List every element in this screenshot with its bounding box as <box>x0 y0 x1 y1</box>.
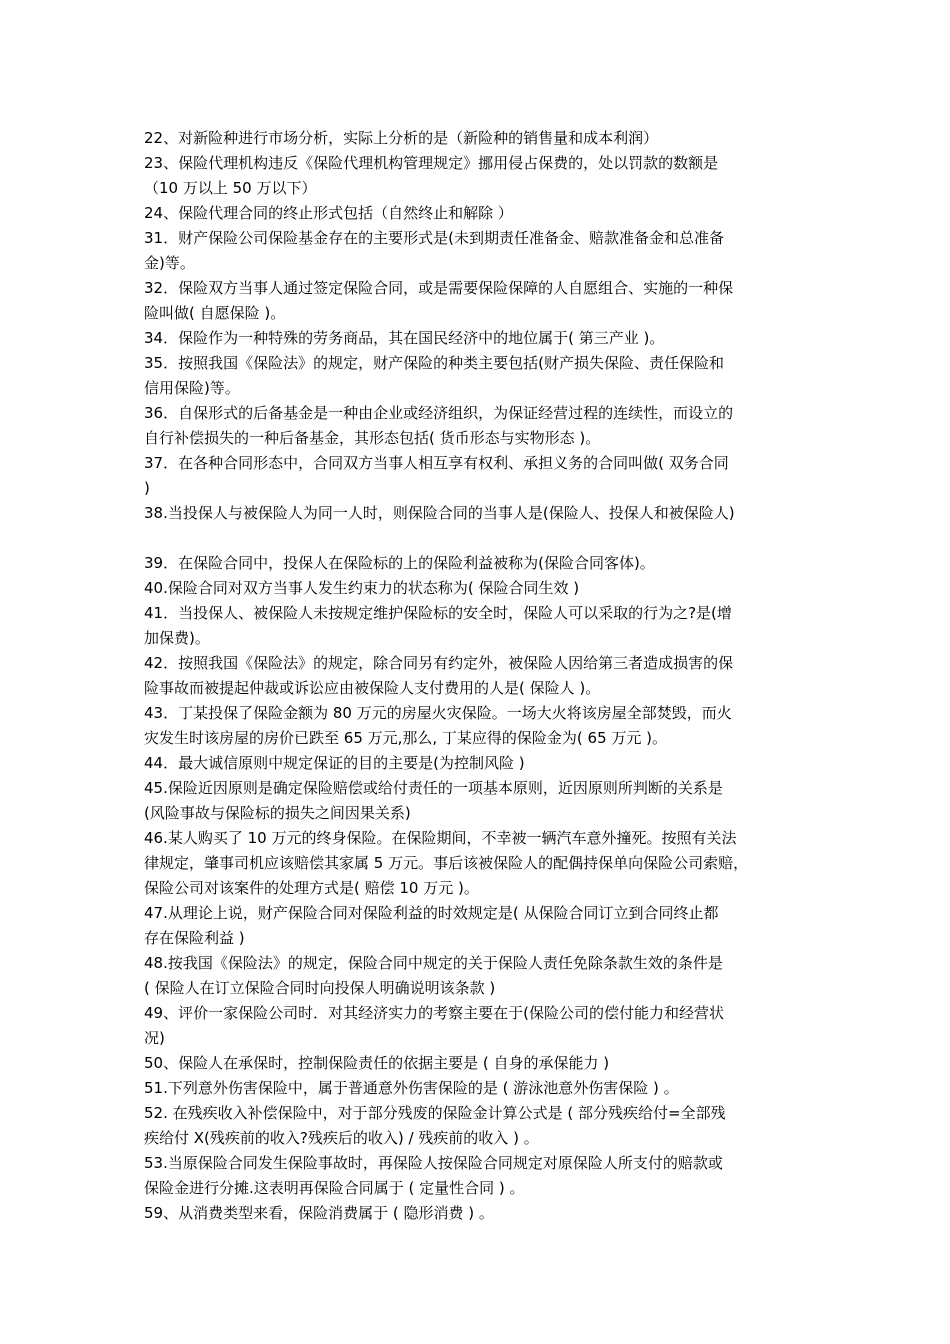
text-line: 43．丁某投保了保险金额为 80 万元的房屋火灾保险。一场大火将该房屋全部焚毁，而火 <box>144 704 732 722</box>
text-line: 39．在保险合同中，投保人在保险标的上的保险利益被称为(保险合同客体)。 <box>144 554 655 572</box>
text-line: 59、从消费类型来看，保险消费属于 ( 隐形消费 ) 。 <box>144 1204 494 1222</box>
text-line: 险事故而被提起仲裁或诉讼应由被保险人支付费用的人是( 保险人 )。 <box>144 679 601 697</box>
text-line: 疾给付 X(残疾前的收入?残疾后的收入) / 残疾前的收入 ) 。 <box>144 1129 539 1147</box>
text-line: 49、评价一家保险公司时．对其经济实力的考察主要在于(保险公司的偿付能力和经营状 <box>144 1004 724 1022</box>
text-line: 46.某人购买了 10 万元的终身保险。在保险期间，不幸被一辆汽车意外撞死。按照有关法 <box>144 829 737 847</box>
text-line: 32．保险双方当事人通过签定保险合同，或是需要保险保障的人自愿组合、实施的一种保 <box>144 279 734 297</box>
text-line: 金)等。 <box>144 254 195 272</box>
text-line: （10 万以上 50 万以下） <box>144 179 317 197</box>
text-line: ) <box>144 479 150 497</box>
blank-line <box>144 526 812 551</box>
text-line: 50、保险人在承保时，控制保险责任的依据主要是 ( 自身的承保能力 ) <box>144 1054 610 1072</box>
document-body <box>144 126 812 1226</box>
text-line: 险叫做( 自愿保险 )。 <box>144 304 286 322</box>
text-line: 35．按照我国《保险法》的规定，财产保险的种类主要包括(财产损失保险、责任保险和 <box>144 354 724 372</box>
text-line: 存在保险利益 ) <box>144 929 245 947</box>
text-line: 况) <box>144 1029 165 1047</box>
text-line: 42．按照我国《保险法》的规定，除合同另有约定外，被保险人因给第三者造成损害的保 <box>144 654 734 672</box>
text-line: 31．财产保险公司保险基金存在的主要形式是(未到期责任准备金、赔款准备金和总准备 <box>144 229 724 247</box>
text-line: 保险公司对该案件的处理方式是( 赔偿 10 万元 )。 <box>144 879 479 897</box>
text-line: 44．最大诚信原则中规定保证的目的主要是(为控制风险 ) <box>144 754 525 772</box>
text-line: 37．在各种合同形态中，合同双方当事人相互享有权利、承担义务的合同叫做( 双务合同 <box>144 454 729 472</box>
text-line: 38.当投保人与被保险人为同一人时，则保险合同的当事人是(保险人、投保人和被保险人) <box>144 504 735 522</box>
text-line: 51.下列意外伤害保险中，属于普通意外伤害保险的是 ( 游泳池意外伤害保险 ) 。 <box>144 1079 679 1097</box>
text-line: 45.保险近因原则是确定保险赔偿或给付责任的一项基本原则，近因原则所判断的关系是 <box>144 779 723 797</box>
text-line: (风险事故与保险标的损失之间因果关系) <box>144 804 411 822</box>
text-line: 47.从理论上说，财产保险合同对保险利益的时效规定是( 从保险合同订立到合同终止都 <box>144 904 719 922</box>
text-line: 24、保险代理合同的终止形式包括（自然终止和解除 ） <box>144 204 513 222</box>
text-line: 40.保险合同对双方当事人发生约束力的状态称为( 保险合同生效 ) <box>144 579 580 597</box>
text-line: 22、对新险种进行市场分析，实际上分析的是（新险种的销售量和成本利润） <box>144 129 659 147</box>
text-line: 48.按我国《保险法》的规定，保险合同中规定的关于保险人责任免除条款生效的条件是 <box>144 954 723 972</box>
text-line: 52. 在残疾收入补偿保险中，对于部分残废的保险金计算公式是 ( 部分残疾给付=全部残 <box>144 1104 726 1122</box>
text-line: 自行补偿损失的一种后备基金，其形态包括( 货币形态与实物形态 )。 <box>144 429 601 447</box>
text-line: 信用保险)等。 <box>144 379 240 397</box>
text-line: 律规定，肇事司机应该赔偿其家属 5 万元。事后该被保险人的配偶持保单向保险公司索赔， <box>144 854 749 872</box>
text-line: 23、保险代理机构违反《保险代理机构管理规定》挪用侵占保费的，处以罚款的数额是 <box>144 154 719 172</box>
text-line: 保险金进行分摊.这表明再保险合同属于 ( 定量性合同 ) 。 <box>144 1179 525 1197</box>
text-line: 加保费)。 <box>144 629 210 647</box>
text-line: 34．保险作为一种特殊的劳务商品，其在国民经济中的地位属于( 第三产业 )。 <box>144 329 665 347</box>
text-line: 36．自保形式的后备基金是一种由企业或经济组织，为保证经营过程的连续性，而设立的 <box>144 404 734 422</box>
text-line: 53.当原保险合同发生保险事故时，再保险人按保险合同规定对原保险人所支付的赔款或 <box>144 1154 723 1172</box>
text-line: 灾发生时该房屋的房价已跌至 65 万元,那么, 丁某应得的保险金为( 65 万元 )。 <box>144 729 668 747</box>
text-line: 41．当投保人、被保险人未按规定维护保险标的安全时，保险人可以采取的行为之?是(增 <box>144 604 732 622</box>
text-line: ( 保险人在订立保险合同时向投保人明确说明该条款 ) <box>144 979 496 997</box>
